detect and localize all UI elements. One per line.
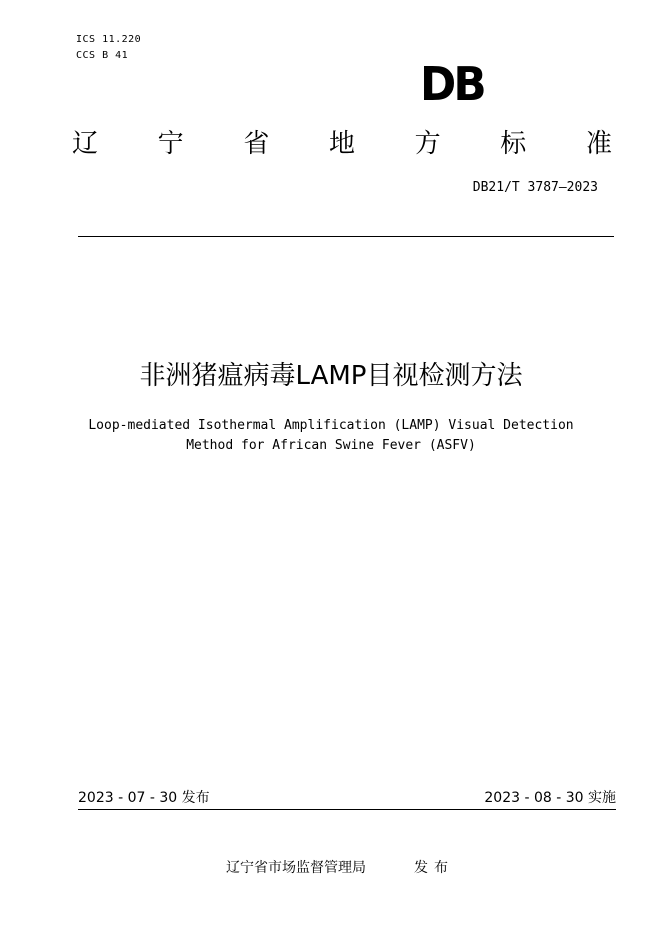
ics-code: ICS 11.220: [76, 34, 142, 45]
title-english-line-2: Method for African Swine Fever (ASFV): [186, 438, 476, 453]
title-english-line-1: Loop-mediated Isothermal Amplification (LAMP) Visual Detection: [88, 418, 574, 433]
standard-type-char: 准: [585, 129, 612, 159]
issue-label: 发布: [414, 860, 454, 876]
db-logo: DB: [420, 57, 484, 111]
standard-type-char: 标: [500, 129, 527, 159]
standard-type-char: 辽: [72, 129, 99, 159]
ccs-code: CCS B 41: [76, 50, 129, 61]
title-chinese: 非洲猪瘟病毒LAMP目视检测方法: [139, 361, 523, 391]
implement-date: 2023 - 08 - 30 实施: [484, 790, 616, 806]
top-divider: [78, 236, 614, 237]
standard-type-char: 地: [328, 129, 355, 159]
standard-number: DB21/T 3787—2023: [472, 180, 598, 195]
standard-type-char: 宁: [157, 129, 184, 159]
publish-date: 2023 - 07 - 30 发布: [78, 790, 210, 806]
standard-type-char: 方: [414, 129, 441, 159]
bottom-divider: [78, 809, 616, 810]
standard-type-heading: [72, 126, 612, 162]
standard-type-char: 省: [243, 129, 270, 159]
issuing-authority: 辽宁省市场监督管理局: [226, 860, 366, 876]
title-english: [0, 416, 662, 456]
